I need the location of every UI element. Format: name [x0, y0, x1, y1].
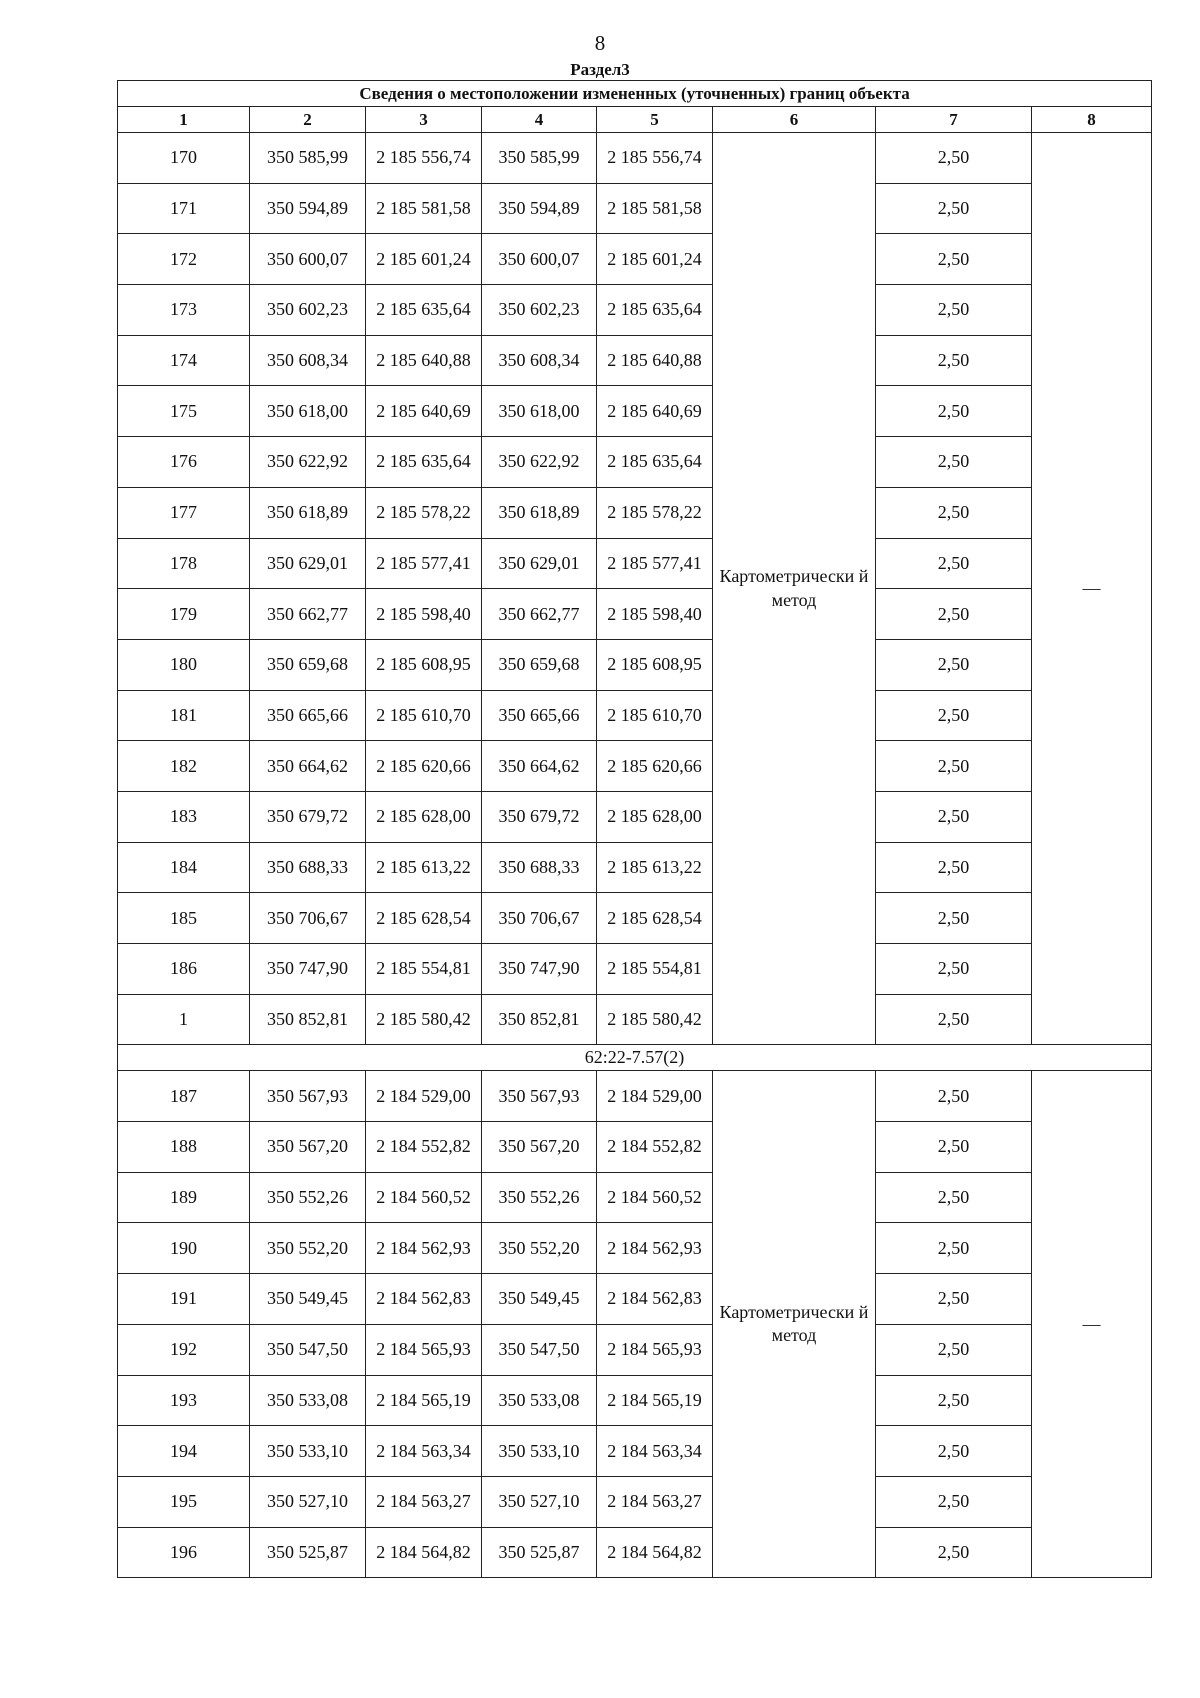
accuracy-cell: 2,50	[876, 1274, 1032, 1325]
y-existing-cell: 2 184 560,52	[366, 1172, 482, 1223]
col8-cell: —	[1032, 1071, 1152, 1578]
point-number-cell: 177	[118, 487, 250, 538]
x-new-cell: 350 602,23	[482, 285, 597, 336]
table-row	[118, 1071, 1152, 1122]
x-new-cell: 350 629,01	[482, 538, 597, 589]
x-new-cell: 350 549,45	[482, 1274, 597, 1325]
y-new-cell: 2 185 640,69	[597, 386, 713, 437]
table-row	[118, 386, 1152, 437]
point-number-cell: 171	[118, 183, 250, 234]
x-new-cell: 350 600,07	[482, 234, 597, 285]
boundary-coordinates-table	[117, 80, 1152, 1578]
y-new-cell: 2 185 577,41	[597, 538, 713, 589]
method-cell: Картометрически й метод	[713, 1071, 876, 1578]
point-number-cell: 179	[118, 589, 250, 640]
accuracy-cell: 2,50	[876, 487, 1032, 538]
x-existing-cell: 350 659,68	[250, 639, 366, 690]
x-new-cell: 350 527,10	[482, 1476, 597, 1527]
y-existing-cell: 2 185 580,42	[366, 994, 482, 1045]
point-number-cell: 173	[118, 285, 250, 336]
x-new-cell: 350 533,10	[482, 1426, 597, 1477]
y-new-cell: 2 184 563,34	[597, 1426, 713, 1477]
table-row	[118, 842, 1152, 893]
y-existing-cell: 2 185 577,41	[366, 538, 482, 589]
y-existing-cell: 2 185 581,58	[366, 183, 482, 234]
y-new-cell: 2 185 554,81	[597, 944, 713, 995]
column-number: 4	[482, 107, 597, 133]
table-row	[118, 893, 1152, 944]
y-new-cell: 2 185 556,74	[597, 133, 713, 184]
y-new-cell: 2 184 564,82	[597, 1527, 713, 1578]
x-existing-cell: 350 622,92	[250, 437, 366, 488]
point-number-cell: 172	[118, 234, 250, 285]
table-row	[118, 1375, 1152, 1426]
y-existing-cell: 2 184 529,00	[366, 1071, 482, 1122]
x-existing-cell: 350 852,81	[250, 994, 366, 1045]
y-existing-cell: 2 185 608,95	[366, 639, 482, 690]
x-existing-cell: 350 688,33	[250, 842, 366, 893]
point-number-cell: 182	[118, 741, 250, 792]
y-existing-cell: 2 185 635,64	[366, 437, 482, 488]
column-numbers-row	[118, 107, 1152, 133]
y-existing-cell: 2 185 556,74	[366, 133, 482, 184]
column-number: 1	[118, 107, 250, 133]
table-row	[118, 944, 1152, 995]
table-row	[118, 1223, 1152, 1274]
point-number-cell: 193	[118, 1375, 250, 1426]
accuracy-cell: 2,50	[876, 1426, 1032, 1477]
point-number-cell: 176	[118, 437, 250, 488]
column-number: 7	[876, 107, 1032, 133]
y-new-cell: 2 185 580,42	[597, 994, 713, 1045]
y-existing-cell: 2 185 628,54	[366, 893, 482, 944]
table-row	[118, 1172, 1152, 1223]
accuracy-cell: 2,50	[876, 842, 1032, 893]
x-existing-cell: 350 629,01	[250, 538, 366, 589]
point-number-cell: 189	[118, 1172, 250, 1223]
section-title: Раздел3	[570, 60, 630, 79]
column-number: 2	[250, 107, 366, 133]
table-row	[118, 639, 1152, 690]
accuracy-cell: 2,50	[876, 893, 1032, 944]
x-existing-cell: 350 608,34	[250, 335, 366, 386]
point-number-cell: 196	[118, 1527, 250, 1578]
x-existing-cell: 350 602,23	[250, 285, 366, 336]
table-caption: Сведения о местоположении измененных (уточненных) границ объекта	[118, 81, 1152, 107]
y-existing-cell: 2 184 565,19	[366, 1375, 482, 1426]
accuracy-cell: 2,50	[876, 1223, 1032, 1274]
x-existing-cell: 350 547,50	[250, 1324, 366, 1375]
x-existing-cell: 350 618,89	[250, 487, 366, 538]
y-existing-cell: 2 184 563,34	[366, 1426, 482, 1477]
column-number: 8	[1032, 107, 1152, 133]
x-existing-cell: 350 552,20	[250, 1223, 366, 1274]
x-new-cell: 350 567,20	[482, 1122, 597, 1173]
y-existing-cell: 2 185 640,88	[366, 335, 482, 386]
y-new-cell: 2 185 635,64	[597, 437, 713, 488]
x-new-cell: 350 552,20	[482, 1223, 597, 1274]
accuracy-cell: 2,50	[876, 1122, 1032, 1173]
y-new-cell: 2 184 560,52	[597, 1172, 713, 1223]
table-row	[118, 487, 1152, 538]
point-number-cell: 184	[118, 842, 250, 893]
y-new-cell: 2 185 578,22	[597, 487, 713, 538]
table-row	[118, 1476, 1152, 1527]
y-new-cell: 2 184 565,93	[597, 1324, 713, 1375]
table-row	[118, 1122, 1152, 1173]
accuracy-cell: 2,50	[876, 386, 1032, 437]
y-existing-cell: 2 184 564,82	[366, 1527, 482, 1578]
point-number-cell: 188	[118, 1122, 250, 1173]
y-existing-cell: 2 185 554,81	[366, 944, 482, 995]
point-number-cell: 187	[118, 1071, 250, 1122]
x-existing-cell: 350 600,07	[250, 234, 366, 285]
y-new-cell: 2 185 581,58	[597, 183, 713, 234]
accuracy-cell: 2,50	[876, 1527, 1032, 1578]
table-row	[118, 335, 1152, 386]
x-existing-cell: 350 594,89	[250, 183, 366, 234]
y-existing-cell: 2 184 562,93	[366, 1223, 482, 1274]
parcel-label: 62:22-7.57(2)	[118, 1045, 1152, 1071]
y-existing-cell: 2 185 598,40	[366, 589, 482, 640]
table-row	[118, 234, 1152, 285]
accuracy-cell: 2,50	[876, 234, 1032, 285]
y-new-cell: 2 184 529,00	[597, 1071, 713, 1122]
y-existing-cell: 2 184 565,93	[366, 1324, 482, 1375]
x-new-cell: 350 659,68	[482, 639, 597, 690]
point-number-cell: 195	[118, 1476, 250, 1527]
y-new-cell: 2 184 565,19	[597, 1375, 713, 1426]
x-new-cell: 350 747,90	[482, 944, 597, 995]
y-new-cell: 2 185 640,88	[597, 335, 713, 386]
accuracy-cell: 2,50	[876, 133, 1032, 184]
accuracy-cell: 2,50	[876, 994, 1032, 1045]
x-new-cell: 350 585,99	[482, 133, 597, 184]
table-row	[118, 538, 1152, 589]
point-number-cell: 183	[118, 791, 250, 842]
x-new-cell: 350 622,92	[482, 437, 597, 488]
table-row	[118, 994, 1152, 1045]
accuracy-cell: 2,50	[876, 589, 1032, 640]
table-row	[118, 285, 1152, 336]
x-existing-cell: 350 567,93	[250, 1071, 366, 1122]
x-existing-cell: 350 525,87	[250, 1527, 366, 1578]
y-new-cell: 2 185 620,66	[597, 741, 713, 792]
y-new-cell: 2 185 610,70	[597, 690, 713, 741]
table-row	[118, 437, 1152, 488]
point-number-cell: 190	[118, 1223, 250, 1274]
x-new-cell: 350 664,62	[482, 741, 597, 792]
x-new-cell: 350 608,34	[482, 335, 597, 386]
accuracy-cell: 2,50	[876, 791, 1032, 842]
y-new-cell: 2 185 635,64	[597, 285, 713, 336]
accuracy-cell: 2,50	[876, 335, 1032, 386]
point-number-cell: 192	[118, 1324, 250, 1375]
point-number-cell: 180	[118, 639, 250, 690]
x-new-cell: 350 533,08	[482, 1375, 597, 1426]
accuracy-cell: 2,50	[876, 690, 1032, 741]
x-new-cell: 350 525,87	[482, 1527, 597, 1578]
method-cell: Картометрически й метод	[713, 133, 876, 1045]
accuracy-cell: 2,50	[876, 944, 1032, 995]
x-new-cell: 350 618,89	[482, 487, 597, 538]
table-row	[118, 183, 1152, 234]
point-number-cell: 186	[118, 944, 250, 995]
x-new-cell: 350 567,93	[482, 1071, 597, 1122]
y-new-cell: 2 185 628,00	[597, 791, 713, 842]
x-existing-cell: 350 549,45	[250, 1274, 366, 1325]
x-existing-cell: 350 618,00	[250, 386, 366, 437]
accuracy-cell: 2,50	[876, 183, 1032, 234]
accuracy-cell: 2,50	[876, 639, 1032, 690]
x-existing-cell: 350 664,62	[250, 741, 366, 792]
x-existing-cell: 350 665,66	[250, 690, 366, 741]
y-existing-cell: 2 185 635,64	[366, 285, 482, 336]
x-existing-cell: 350 552,26	[250, 1172, 366, 1223]
table-row	[118, 690, 1152, 741]
x-new-cell: 350 706,67	[482, 893, 597, 944]
accuracy-cell: 2,50	[876, 538, 1032, 589]
accuracy-cell: 2,50	[876, 1071, 1032, 1122]
x-existing-cell: 350 533,10	[250, 1426, 366, 1477]
x-existing-cell: 350 679,72	[250, 791, 366, 842]
x-new-cell: 350 662,77	[482, 589, 597, 640]
y-new-cell: 2 184 563,27	[597, 1476, 713, 1527]
y-new-cell: 2 185 601,24	[597, 234, 713, 285]
point-number-cell: 170	[118, 133, 250, 184]
accuracy-cell: 2,50	[876, 1172, 1032, 1223]
table-row	[118, 1527, 1152, 1578]
column-number: 3	[366, 107, 482, 133]
table-row	[118, 791, 1152, 842]
x-new-cell: 350 688,33	[482, 842, 597, 893]
y-existing-cell: 2 184 562,83	[366, 1274, 482, 1325]
table-row	[118, 1324, 1152, 1375]
x-new-cell: 350 547,50	[482, 1324, 597, 1375]
table-row	[118, 1274, 1152, 1325]
parcel-subheader-row	[118, 1045, 1152, 1071]
y-new-cell: 2 184 562,93	[597, 1223, 713, 1274]
x-existing-cell: 350 567,20	[250, 1122, 366, 1173]
point-number-cell: 1	[118, 994, 250, 1045]
table-row	[118, 589, 1152, 640]
y-existing-cell: 2 185 578,22	[366, 487, 482, 538]
point-number-cell: 178	[118, 538, 250, 589]
y-new-cell: 2 185 628,54	[597, 893, 713, 944]
table-row	[118, 133, 1152, 184]
table-row	[118, 741, 1152, 792]
x-existing-cell: 350 706,67	[250, 893, 366, 944]
x-existing-cell: 350 527,10	[250, 1476, 366, 1527]
y-new-cell: 2 185 608,95	[597, 639, 713, 690]
point-number-cell: 175	[118, 386, 250, 437]
y-existing-cell: 2 184 563,27	[366, 1476, 482, 1527]
x-new-cell: 350 552,26	[482, 1172, 597, 1223]
y-new-cell: 2 185 613,22	[597, 842, 713, 893]
point-number-cell: 185	[118, 893, 250, 944]
x-existing-cell: 350 533,08	[250, 1375, 366, 1426]
y-new-cell: 2 185 598,40	[597, 589, 713, 640]
column-number: 6	[713, 107, 876, 133]
y-existing-cell: 2 185 613,22	[366, 842, 482, 893]
point-number-cell: 194	[118, 1426, 250, 1477]
point-number-cell: 181	[118, 690, 250, 741]
point-number-cell: 174	[118, 335, 250, 386]
accuracy-cell: 2,50	[876, 1375, 1032, 1426]
accuracy-cell: 2,50	[876, 285, 1032, 336]
x-existing-cell: 350 585,99	[250, 133, 366, 184]
y-new-cell: 2 184 562,83	[597, 1274, 713, 1325]
page-number: 8	[594, 31, 606, 55]
x-new-cell: 350 665,66	[482, 690, 597, 741]
column-number: 5	[597, 107, 713, 133]
y-existing-cell: 2 185 620,66	[366, 741, 482, 792]
y-existing-cell: 2 185 628,00	[366, 791, 482, 842]
y-existing-cell: 2 185 640,69	[366, 386, 482, 437]
col8-cell: —	[1032, 133, 1152, 1045]
y-existing-cell: 2 184 552,82	[366, 1122, 482, 1173]
y-existing-cell: 2 185 610,70	[366, 690, 482, 741]
y-existing-cell: 2 185 601,24	[366, 234, 482, 285]
x-new-cell: 350 679,72	[482, 791, 597, 842]
x-existing-cell: 350 662,77	[250, 589, 366, 640]
x-new-cell: 350 852,81	[482, 994, 597, 1045]
x-existing-cell: 350 747,90	[250, 944, 366, 995]
accuracy-cell: 2,50	[876, 741, 1032, 792]
x-new-cell: 350 594,89	[482, 183, 597, 234]
x-new-cell: 350 618,00	[482, 386, 597, 437]
accuracy-cell: 2,50	[876, 1324, 1032, 1375]
table-row	[118, 1426, 1152, 1477]
y-new-cell: 2 184 552,82	[597, 1122, 713, 1173]
accuracy-cell: 2,50	[876, 437, 1032, 488]
accuracy-cell: 2,50	[876, 1476, 1032, 1527]
point-number-cell: 191	[118, 1274, 250, 1325]
table-caption-row	[118, 81, 1152, 107]
